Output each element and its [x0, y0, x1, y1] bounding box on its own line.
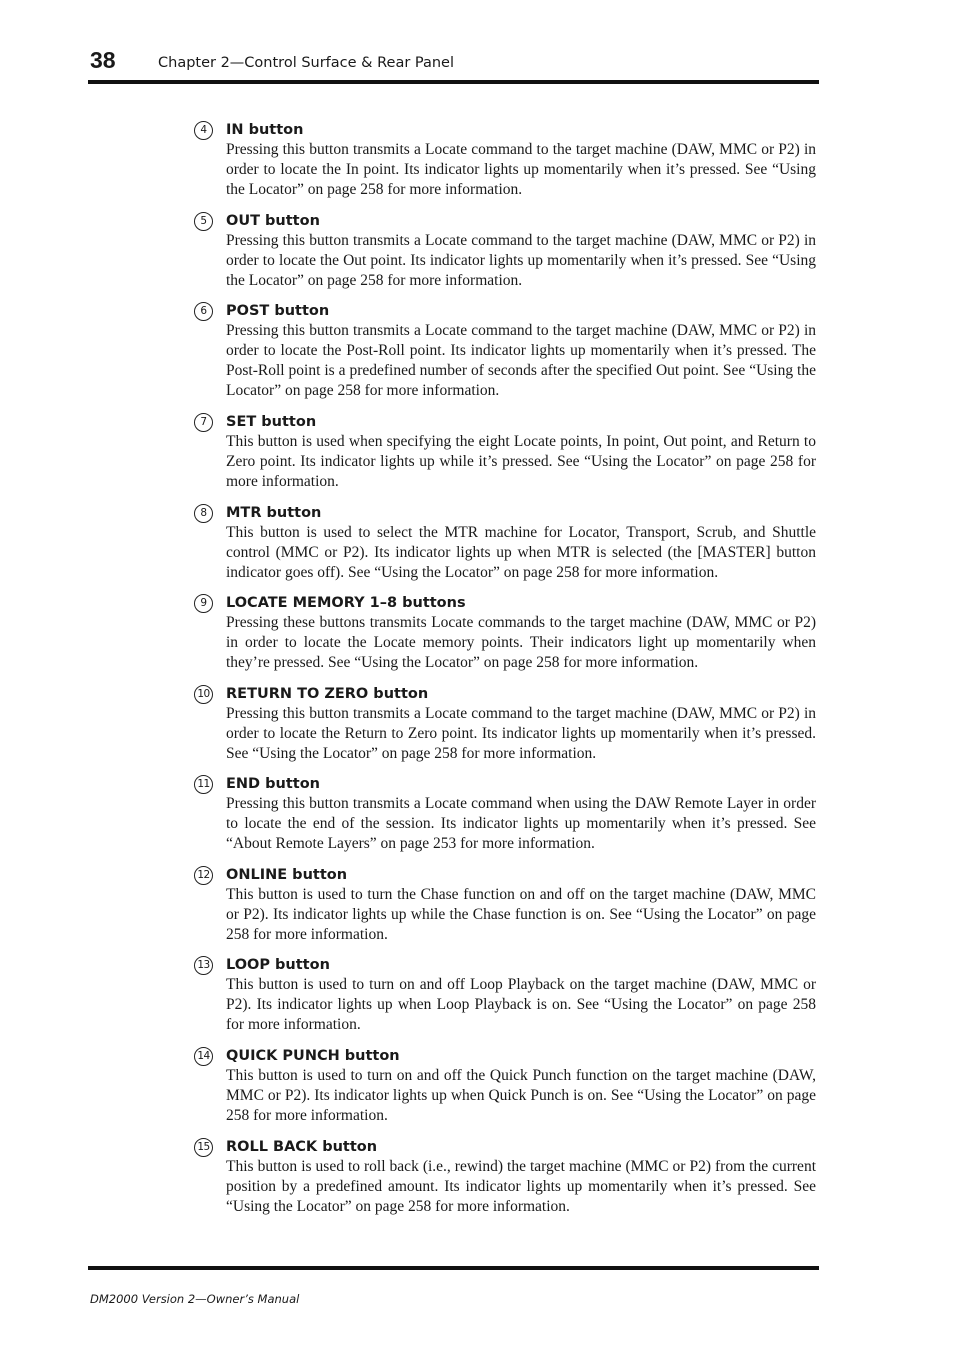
entry-title: ONLINE button: [226, 867, 348, 883]
entry-description: Pressing this button transmits a Locate command when using the DAW Remote Layer in order to locate the end of the session. Its indicator lights up momentarily when it’s pressed. See “About Remote Layers” on page 253 for more information.: [226, 795, 816, 852]
entry-description: Pressing these buttons transmits Locate commands to the target machine (DAW, MMC or P2) in order to locate the Locate memory points. Their indicators light up momentarily when they’re pressed. See “Using the Locator” on page 258 for more information.: [226, 614, 816, 671]
callout-number: 12: [194, 866, 213, 885]
callout-number: 4: [194, 121, 213, 140]
entry-title: LOOP button: [226, 957, 330, 973]
entry-description: This button is used to turn the Chase function on and off on the target machine (DAW, MMC or P2). Its indicator lights up while the Chase function is on. See “Using the Locator” on page 258 for more information.: [226, 886, 816, 943]
callout-number: 9: [194, 594, 213, 613]
entry-description: This button is used to turn on and off Loop Playback on the target machine (DAW, MMC or P2). Its indicator lights up when Loop Playback is on. See “Using the Locator” on page 258 for more information.: [226, 976, 816, 1033]
entry-description: Pressing this button transmits a Locate command to the target machine (DAW, MMC or P2) in order to locate the In point. Its indicator lights up momentarily when it’s pressed. See “Using the Locator” on page 258 for more information.: [226, 141, 816, 198]
footer-manual-title: DM2000 Version 2—Owner’s Manual: [90, 1292, 300, 1306]
entry-title: MTR button: [226, 505, 322, 521]
callout-number: 14: [194, 1047, 213, 1066]
entry-title: OUT button: [226, 213, 320, 229]
entry-description: This button is used to turn on and off the Quick Punch function on the target machine (DAW, MMC or P2). Its indicator lights up when Quick Punch is on. See “Using the Locator” on page 258 for more information.: [226, 1067, 816, 1124]
footer-rule: [88, 1266, 819, 1270]
callout-number: 6: [194, 302, 213, 321]
entry-description: This button is used to select the MTR machine for Locator, Transport, Scrub, and Shuttle control (MMC or P2). Its indicator lights up when MTR is selected (the [MASTER] button indicator goes off). See “Using the Locator” on page 258 for more information.: [226, 524, 816, 581]
callout-number: 15: [194, 1138, 213, 1157]
entry-title: SET button: [226, 414, 317, 430]
entry-description: Pressing this button transmits a Locate command to the target machine (DAW, MMC or P2) in order to locate the Out point. Its indicator lights up momentarily when it’s pressed. See “Using the Locator” on page 258 for more information.: [226, 232, 816, 289]
entry-title: ROLL BACK button: [226, 1139, 378, 1155]
callout-number: 10: [194, 685, 213, 704]
entry-title: LOCATE MEMORY 1–8 buttons: [226, 595, 466, 611]
entry-description: This button is used to roll back (i.e., rewind) the target machine (MMC or P2) from the current position by a predefined amount. Its indicator lights up momentarily when it’s pressed. See “Using the Locator” on page 258 for more information.: [226, 1158, 816, 1215]
entry-title: QUICK PUNCH button: [226, 1048, 400, 1064]
entry-title: END button: [226, 776, 320, 792]
callout-number: 5: [194, 212, 213, 231]
page-number: 38: [90, 47, 116, 73]
callout-number: 11: [194, 775, 213, 794]
entry-title: RETURN TO ZERO button: [226, 686, 429, 702]
entry-title: IN button: [226, 122, 304, 138]
entry-description: Pressing this button transmits a Locate command to the target machine (DAW, MMC or P2) in order to locate the Return to Zero point. Its indicator lights up momentarily when it’s pressed. See “Using the Locator” on page 258 for more information.: [226, 705, 816, 762]
callout-number: 8: [194, 504, 213, 523]
callout-number: 13: [194, 956, 213, 975]
entry-description: This button is used when specifying the eight Locate points, In point, Out point, and Return to Zero point. Its indicator lights up while it’s pressed. See “Using the Locator” on page 258 for more information.: [226, 433, 816, 490]
callout-number: 7: [194, 413, 213, 432]
entry-description: Pressing this button transmits a Locate command to the target machine (DAW, MMC or P2) in order to locate the Post-Roll point. Its indicator lights up momentarily when it’s pressed. The Post-Roll point is a predefined number of seconds after the specified Out point. See “Using the Locator” on page 258 for more information.: [226, 322, 816, 399]
entry-title: POST button: [226, 303, 330, 319]
running-head: Chapter 2—Control Surface & Rear Panel: [158, 55, 455, 71]
